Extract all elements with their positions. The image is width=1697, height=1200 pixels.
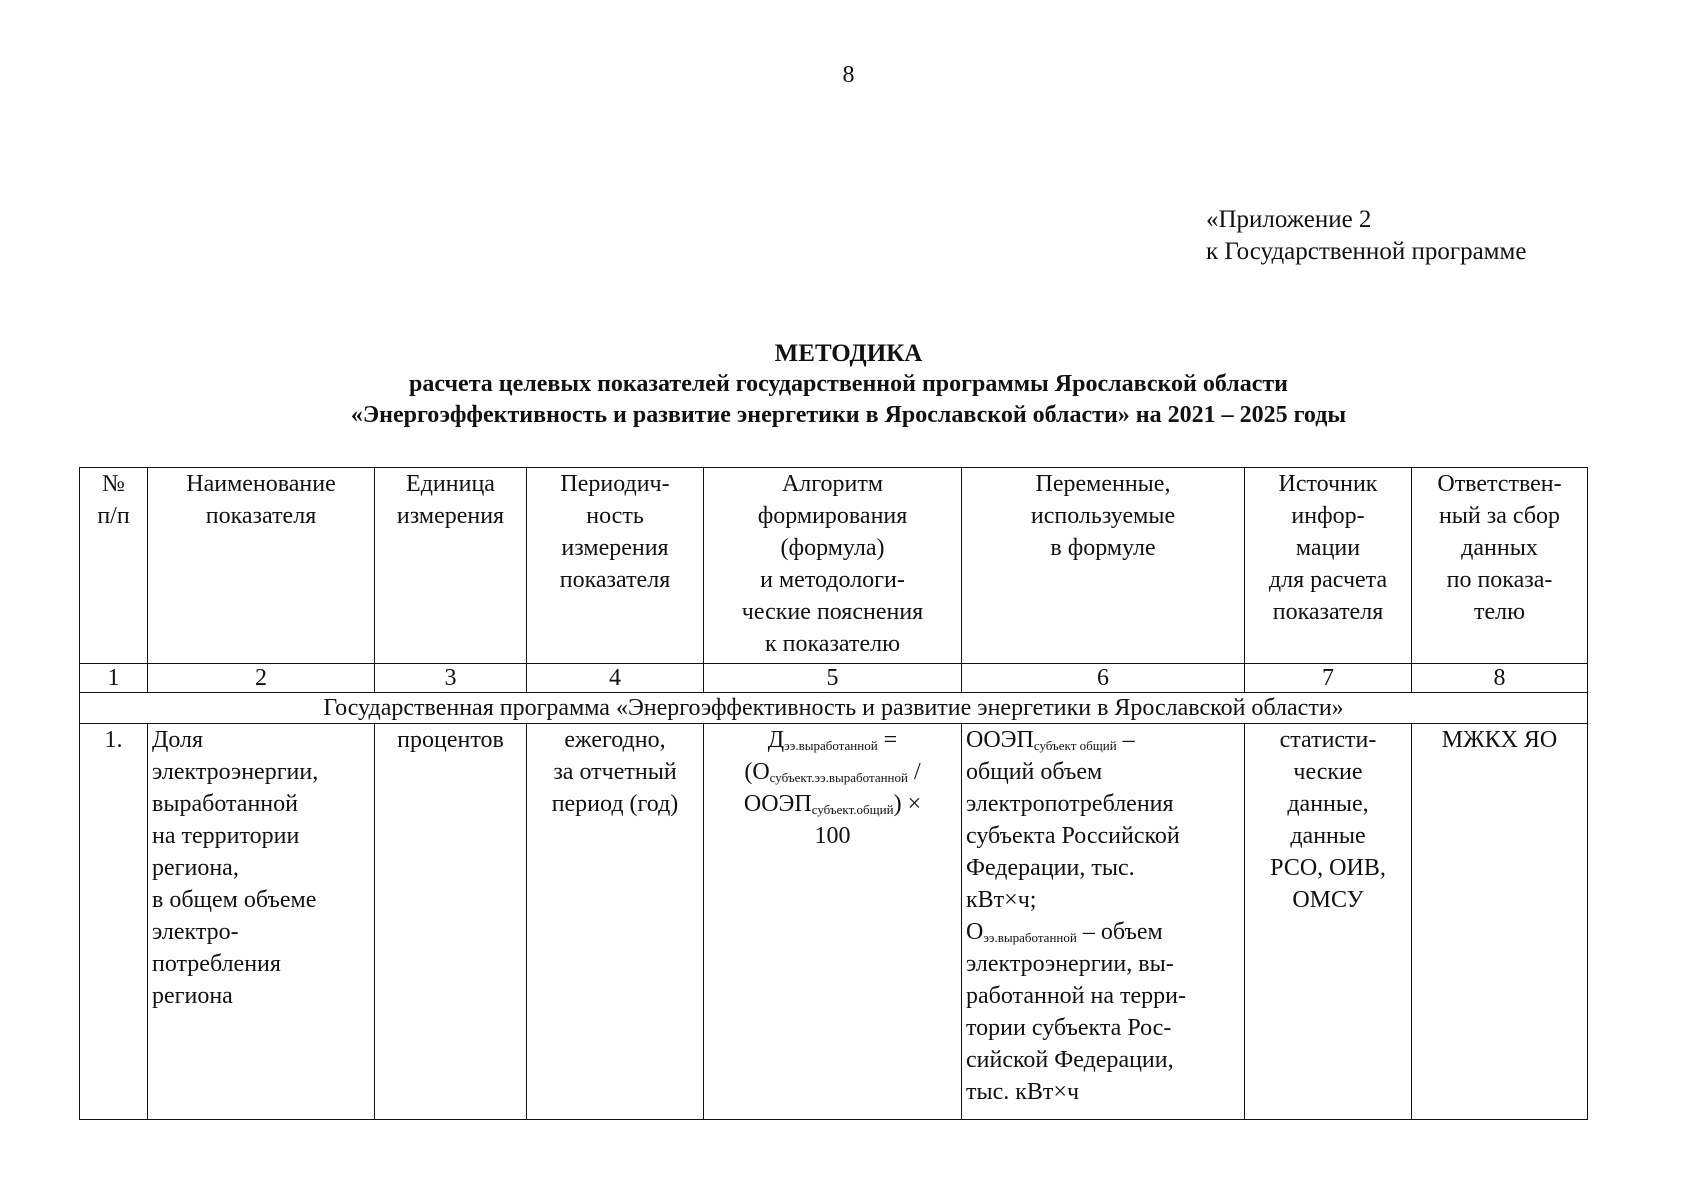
information-source: статисти- ческие данные, данные РСО, ОИВ, ОМСУ [1245,724,1412,1120]
header-cell-periodicity: Периодич- ность измерения показателя [527,468,704,664]
column-number: 1 [80,664,148,693]
document-heading [0,338,1697,431]
unit-of-measure: процентов [375,724,527,1120]
formula: $Д_{ээ.выработанной}$ = ($О_{субъект.ээ.выработанной}$ / $ООЭП_{субъект.общий}$) × 100 [704,724,962,1120]
appendix-line-1: «Приложение 2 [1206,206,1372,233]
responsible-party: МЖКХ ЯО [1412,724,1588,1120]
document-subtitle-line-1: расчета целевых показателей государственной программы Ярославской области [409,371,1288,397]
header-cell-variables: Переменные, используемые в формуле [962,468,1245,664]
column-number: 8 [1412,664,1588,693]
column-number-row [80,664,1588,693]
table-header-row [80,468,1588,664]
document-title: МЕТОДИКА [774,340,923,367]
section-title: Государственная программа «Энергоэффективность и развитие энергетики в Ярославской области» [80,693,1588,724]
document-subtitle-line-2: «Энергоэффективность и развитие энергетики в Ярославской области» на 2021 – 2025 годы [350,402,1347,428]
header-cell-algorithm: Алгоритм формирования (формула) и методологи- ческие пояснения к показателю [704,468,962,664]
methodology-table [79,467,1588,1120]
column-number: 4 [527,664,704,693]
periodicity: ежегодно, за отчетный период (год) [527,724,704,1120]
column-number: 6 [962,664,1245,693]
formula-variables: $ООЭП_{субъект общий}$ – общий объем электропотребления субъекта Российской Федерации, тыс. кВт×ч; $О_{ээ.выработанной}$ – объем электроэнергии, вы- работанной на терри- тории субъекта Рос- сийской Федерации, тыс. кВт×ч [962,724,1245,1120]
table-row [80,724,1588,1120]
column-number: 7 [1245,664,1412,693]
appendix-line-2: к Государственной программе [1206,238,1527,265]
header-cell-responsible: Ответствен- ный за сбор данных по показа- телю [1412,468,1588,664]
row-number: 1. [80,724,148,1120]
indicator-name: Доля электроэнергии, выработанной на территории региона, в общем объеме электро- потребления региона [148,724,375,1120]
column-number: 3 [375,664,527,693]
header-cell-unit: Единица измерения [375,468,527,664]
header-cell-source: Источник инфор- мации для расчета показателя [1245,468,1412,664]
header-cell-number: № п/п [80,468,148,664]
appendix-note [1206,204,1526,268]
column-number: 5 [704,664,962,693]
header-cell-indicator-name: Наименование показателя [148,468,375,664]
column-number: 2 [148,664,375,693]
page-number: 8 [842,62,855,88]
section-row [80,693,1588,724]
